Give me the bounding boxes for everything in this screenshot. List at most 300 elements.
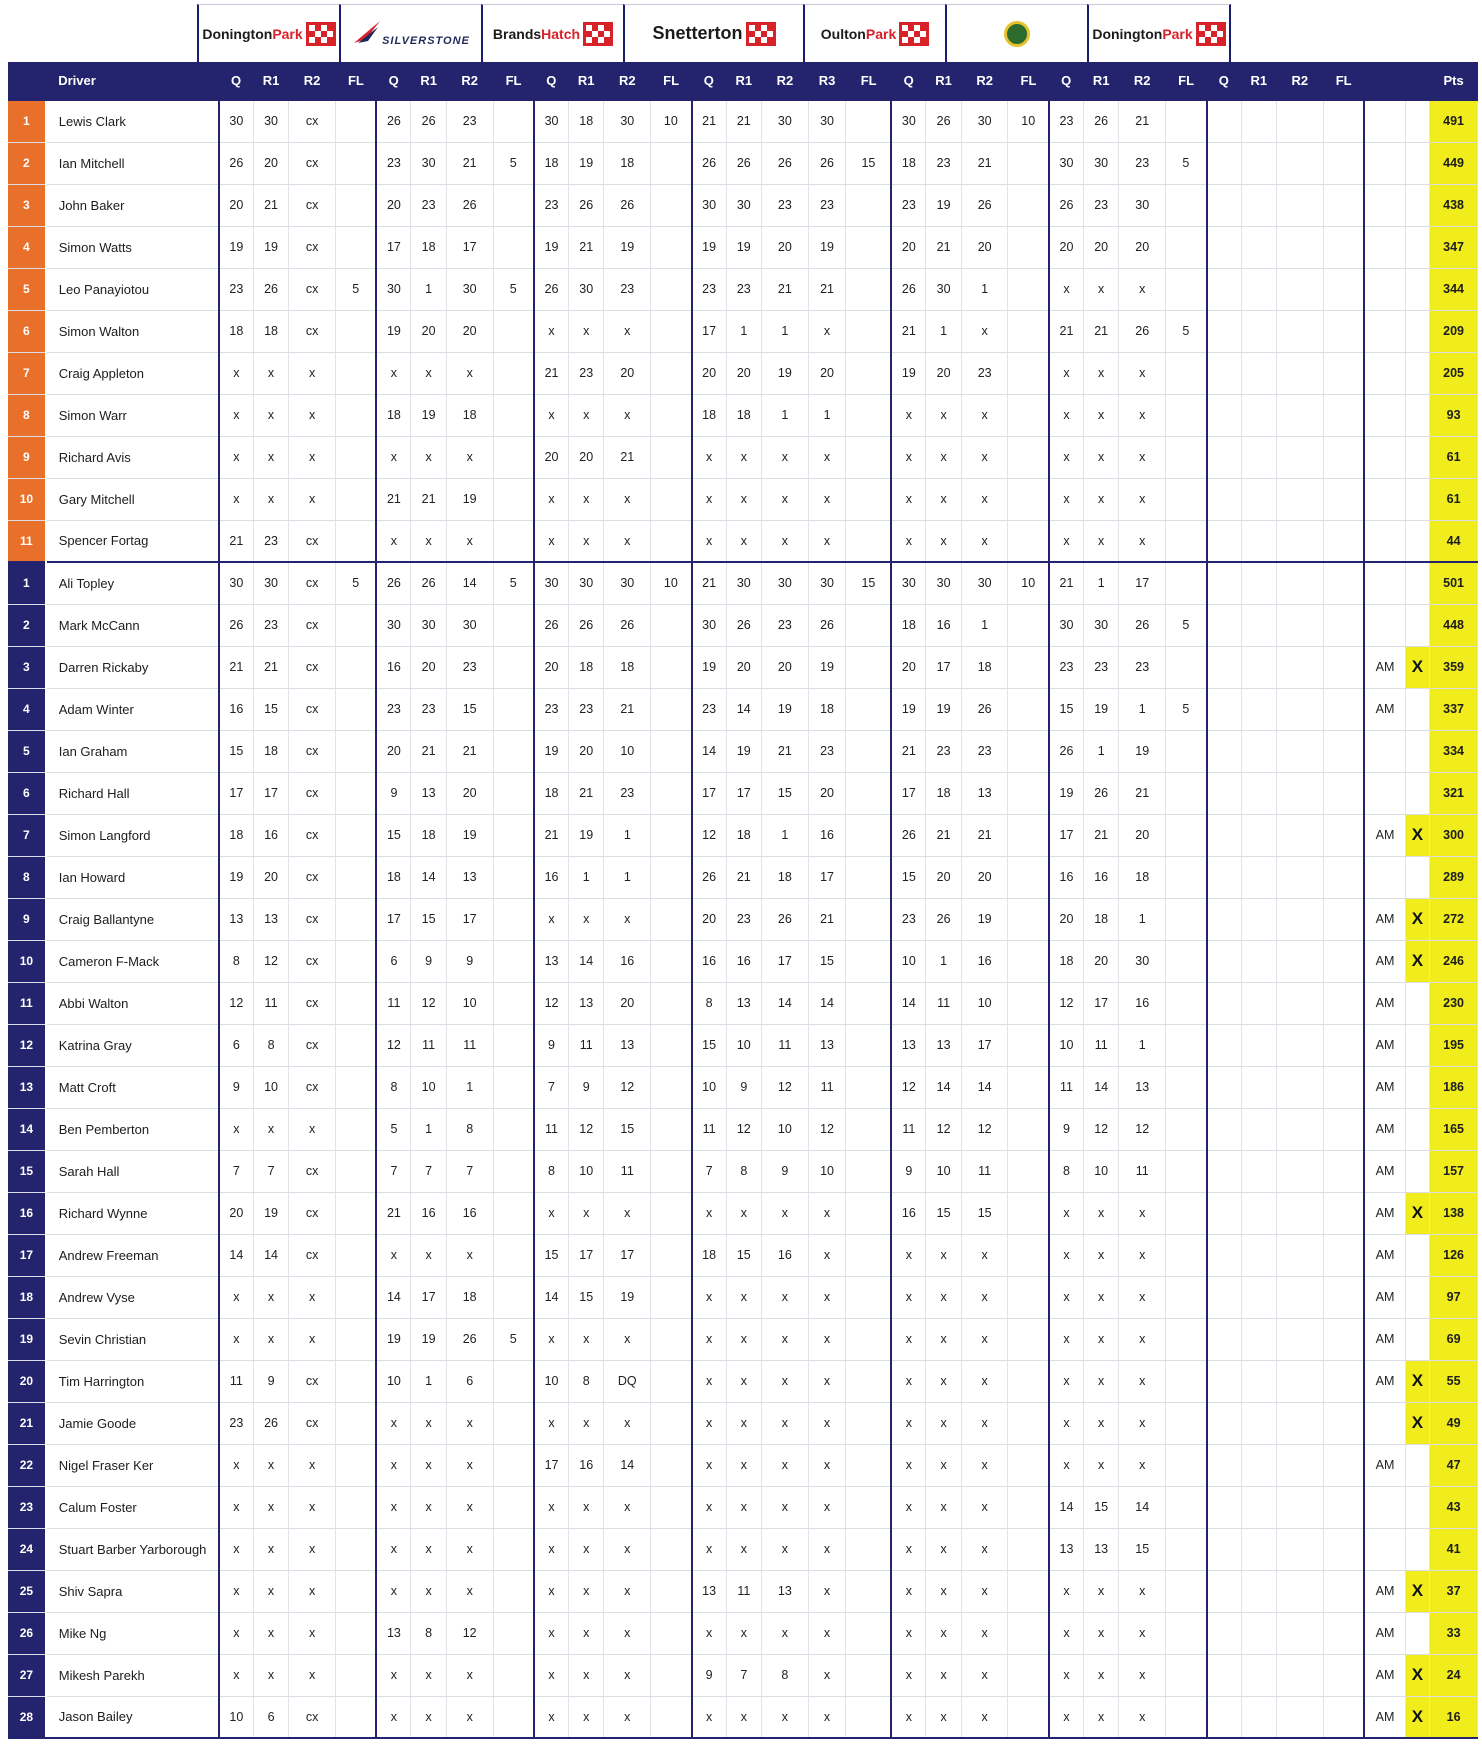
result-cell: 16 [253,814,289,856]
result-cell: 12 [568,1108,604,1150]
driver-name: Simon Watts [46,226,219,268]
result-cell [1008,1654,1049,1696]
result-cell: 26 [961,688,1008,730]
result-cell [846,1486,892,1528]
result-cell: 11 [568,1024,604,1066]
result-cell: x [1119,268,1166,310]
result-cell: 10 [376,1360,410,1402]
result-cell: 20 [692,352,726,394]
result-cell [1166,1612,1207,1654]
result-cell: 26 [219,142,253,184]
result-cell: 23 [762,184,809,226]
result-cell: x [253,1276,289,1318]
result-cell: x [534,1612,568,1654]
result-cell [493,478,534,520]
result-cell: x [411,352,447,394]
class-badge: AM [1364,688,1405,730]
table-row [8,478,1478,520]
x-marker: X [1405,646,1429,688]
session-header: Q [1049,62,1083,100]
result-cell: 23 [961,352,1008,394]
result-cell: x [891,478,925,520]
driver-name: Jamie Goode [46,1402,219,1444]
result-cell: x [961,1276,1008,1318]
result-cell: 30 [1049,142,1083,184]
result-cell: cx [289,898,336,940]
result-cell: x [1119,1192,1166,1234]
result-cell: 30 [376,604,410,646]
result-cell [1277,604,1324,646]
result-cell: x [926,1486,962,1528]
x-marker: X [1405,898,1429,940]
driver-name: Jason Bailey [46,1696,219,1738]
result-cell: 18 [568,646,604,688]
result-cell: x [692,1276,726,1318]
table-row [8,688,1478,730]
result-cell: x [1083,1234,1119,1276]
result-cell [1166,856,1207,898]
result-cell: 19 [808,646,846,688]
venue-logo-2 [339,4,483,62]
result-cell: cx [289,982,336,1024]
result-cell: x [762,520,809,562]
result-cell: x [1083,1360,1119,1402]
result-cell [1277,856,1324,898]
result-cell [1166,394,1207,436]
result-cell [1166,1150,1207,1192]
result-cell: 23 [446,646,493,688]
result-cell: x [219,1276,253,1318]
result-cell: x [1083,1696,1119,1738]
position-badge: 2 [8,142,46,184]
result-cell: cx [289,940,336,982]
points-total: 438 [1430,184,1478,226]
result-cell: x [568,520,604,562]
result-cell [493,394,534,436]
result-cell [1323,478,1364,520]
result-cell: x [446,1402,493,1444]
result-cell: 26 [1083,772,1119,814]
class-badge [1364,394,1405,436]
result-cell [1241,226,1277,268]
x-marker [1405,268,1429,310]
result-cell [1008,226,1049,268]
result-cell [1207,100,1241,142]
result-cell: 11 [726,1570,762,1612]
result-cell [335,310,376,352]
result-cell: x [891,1276,925,1318]
result-cell [1008,1360,1049,1402]
result-cell [1241,478,1277,520]
result-cell [1323,1108,1364,1150]
session-header: R1 [926,62,962,100]
x-marker [1405,688,1429,730]
result-cell: x [926,1654,962,1696]
result-cell: x [891,1570,925,1612]
result-cell [651,1444,692,1486]
result-cell [651,1276,692,1318]
position-badge: 25 [8,1570,46,1612]
result-cell: x [253,1612,289,1654]
flag-header [1405,62,1429,100]
result-cell [1207,1276,1241,1318]
result-cell [493,310,534,352]
result-cell [1241,352,1277,394]
result-cell [1008,1108,1049,1150]
result-cell: 20 [219,184,253,226]
result-cell [651,1066,692,1108]
result-cell: 21 [411,730,447,772]
result-cell: cx [289,310,336,352]
session-header: Q [219,62,253,100]
result-cell: x [726,1318,762,1360]
result-cell: 26 [926,100,962,142]
result-cell: 8 [1049,1150,1083,1192]
result-cell [1323,562,1364,604]
result-cell: 1 [604,856,651,898]
result-cell: x [1083,394,1119,436]
table-row [8,1066,1478,1108]
result-cell: x [1083,268,1119,310]
chequered-flag-icon [746,22,776,46]
result-cell: x [1049,1696,1083,1738]
result-cell: 18 [961,646,1008,688]
result-cell [335,352,376,394]
result-cell: x [1083,1192,1119,1234]
driver-name: Ian Graham [46,730,219,772]
result-cell [1207,646,1241,688]
result-cell: x [534,1528,568,1570]
class-badge [1364,184,1405,226]
result-cell: 20 [253,142,289,184]
result-cell: 18 [253,730,289,772]
position-badge: 10 [8,940,46,982]
result-cell [1008,688,1049,730]
result-cell: 26 [1119,604,1166,646]
result-cell: 18 [726,394,762,436]
result-cell [1207,310,1241,352]
table-row [8,1528,1478,1570]
result-cell: x [961,436,1008,478]
result-cell: x [961,1402,1008,1444]
position-badge: 20 [8,1360,46,1402]
session-header: FL [846,62,892,100]
result-cell [335,478,376,520]
result-cell: 12 [534,982,568,1024]
result-cell [1166,268,1207,310]
result-cell: 21 [762,268,809,310]
result-cell: 1 [926,940,962,982]
result-cell: 10 [1083,1150,1119,1192]
driver-name: John Baker [46,184,219,226]
result-cell: 10 [411,1066,447,1108]
result-cell: 13 [534,940,568,982]
points-total: 138 [1430,1192,1478,1234]
result-cell: 26 [692,856,726,898]
class-badge: AM [1364,940,1405,982]
result-cell [1166,1528,1207,1570]
result-cell: 23 [762,604,809,646]
result-cell: cx [289,520,336,562]
result-cell [651,772,692,814]
points-total: 49 [1430,1402,1478,1444]
result-cell: 14 [376,1276,410,1318]
result-cell: x [568,1528,604,1570]
result-cell [1277,352,1324,394]
result-cell: 20 [534,436,568,478]
result-cell [1166,184,1207,226]
result-cell [335,898,376,940]
result-cell [1241,1150,1277,1192]
result-cell [1207,1570,1241,1612]
class-badge [1364,520,1405,562]
result-cell: 17 [376,898,410,940]
result-cell [335,814,376,856]
result-cell: x [1049,1444,1083,1486]
result-cell: 19 [376,310,410,352]
result-cell: x [961,1234,1008,1276]
result-cell: x [1083,436,1119,478]
result-cell [493,436,534,478]
result-cell [1008,772,1049,814]
result-cell: 17 [961,1024,1008,1066]
chequered-flag-icon [583,22,613,46]
result-cell [1207,772,1241,814]
position-badge: 1 [8,100,46,142]
result-cell: x [926,1360,962,1402]
result-cell: 20 [1049,226,1083,268]
session-header: FL [651,62,692,100]
result-cell [335,940,376,982]
result-cell [651,1486,692,1528]
position-badge: 27 [8,1654,46,1696]
class-badge: AM [1364,1570,1405,1612]
result-cell [335,688,376,730]
result-cell: 18 [926,772,962,814]
result-cell: 30 [376,268,410,310]
result-cell: 8 [219,940,253,982]
result-cell: x [1119,436,1166,478]
result-cell: x [1083,1654,1119,1696]
class-badge: AM [1364,1696,1405,1738]
result-cell: x [253,394,289,436]
x-marker [1405,604,1429,646]
result-cell: x [1119,352,1166,394]
result-cell [1241,1192,1277,1234]
result-cell: x [726,520,762,562]
result-cell: 19 [604,1276,651,1318]
position-badge: 7 [8,352,46,394]
points-total: 41 [1430,1528,1478,1570]
table-row [8,1024,1478,1066]
result-cell [335,1108,376,1150]
result-cell [1207,520,1241,562]
points-total: 501 [1430,562,1478,604]
result-cell: 15 [961,1192,1008,1234]
x-marker [1405,436,1429,478]
result-cell: cx [289,688,336,730]
result-cell [1207,1612,1241,1654]
x-marker: X [1405,1402,1429,1444]
session-header: R2 [604,62,651,100]
result-cell: 10 [651,100,692,142]
result-cell: 18 [253,310,289,352]
result-cell: 1 [1119,688,1166,730]
result-cell [335,1150,376,1192]
result-cell [1277,1612,1324,1654]
venue-logo-5 [803,4,947,62]
result-cell [651,940,692,982]
result-cell: x [891,1444,925,1486]
result-cell [1323,940,1364,982]
result-cell [1277,1024,1324,1066]
result-cell: x [891,436,925,478]
result-cell: x [534,1486,568,1528]
result-cell: 19 [891,352,925,394]
driver-name: Ian Mitchell [46,142,219,184]
result-cell: 1 [1083,562,1119,604]
result-cell: 18 [726,814,762,856]
result-cell: x [1083,1402,1119,1444]
result-cell: 20 [219,1192,253,1234]
result-cell: x [1119,478,1166,520]
position-badge: 8 [8,856,46,898]
result-cell: x [534,1654,568,1696]
result-cell: 30 [1119,184,1166,226]
table-row [8,1108,1478,1150]
result-cell: cx [289,142,336,184]
venue-logo-4 [623,4,805,62]
class-badge [1364,310,1405,352]
result-cell [846,856,892,898]
result-cell [846,310,892,352]
result-cell: x [1083,1444,1119,1486]
x-marker [1405,184,1429,226]
result-cell: cx [289,1192,336,1234]
result-cell [846,1654,892,1696]
points-total: 448 [1430,604,1478,646]
result-cell: x [926,1612,962,1654]
table-row [8,814,1478,856]
result-cell [493,1528,534,1570]
result-cell [846,1024,892,1066]
result-cell [846,898,892,940]
result-cell [1008,142,1049,184]
result-cell: 23 [1083,646,1119,688]
result-cell: 5 [493,562,534,604]
result-cell: 26 [726,604,762,646]
result-cell: 17 [411,1276,447,1318]
result-cell: 1 [961,268,1008,310]
result-cell: x [376,1570,410,1612]
result-cell [1241,142,1277,184]
driver-header: Driver [46,62,219,100]
result-cell: 19 [534,226,568,268]
result-cell: x [808,1234,846,1276]
result-cell: 20 [604,352,651,394]
result-cell [651,982,692,1024]
result-cell: cx [289,1360,336,1402]
result-cell: x [604,1402,651,1444]
result-cell: x [891,394,925,436]
result-cell [1277,478,1324,520]
result-cell [493,1024,534,1066]
class-badge: AM [1364,1066,1405,1108]
result-cell: 23 [253,520,289,562]
points-total: 344 [1430,268,1478,310]
result-cell: x [411,1654,447,1696]
result-cell: 16 [411,1192,447,1234]
result-cell [1277,730,1324,772]
result-cell: 23 [219,268,253,310]
table-row [8,394,1478,436]
table-row [8,1234,1478,1276]
venue-logo-7 [1087,4,1231,62]
result-cell [1277,1360,1324,1402]
result-cell [493,352,534,394]
result-cell: 21 [1083,814,1119,856]
session-header: FL [335,62,376,100]
result-cell: x [289,394,336,436]
result-cell [1241,1570,1277,1612]
result-cell: 20 [808,352,846,394]
result-cell: x [726,1276,762,1318]
table-row [8,604,1478,646]
result-cell [335,1696,376,1738]
class-badge: AM [1364,898,1405,940]
class-badge: AM [1364,1150,1405,1192]
result-cell: x [961,1318,1008,1360]
driver-name: Mikesh Parekh [46,1654,219,1696]
result-cell: x [1049,436,1083,478]
result-cell: x [289,1318,336,1360]
result-cell: 15 [253,688,289,730]
result-cell: x [219,478,253,520]
session-header: R2 [1277,62,1324,100]
result-cell: 13 [726,982,762,1024]
result-cell [846,100,892,142]
result-cell [1166,352,1207,394]
points-total: 272 [1430,898,1478,940]
x-marker [1405,562,1429,604]
result-cell: x [376,1234,410,1276]
result-cell: 8 [692,982,726,1024]
result-cell [1008,940,1049,982]
result-cell: x [289,1444,336,1486]
table-row [8,1444,1478,1486]
result-cell: 1 [411,1360,447,1402]
x-marker [1405,1108,1429,1150]
session-header: Q [891,62,925,100]
result-cell: 12 [726,1108,762,1150]
result-cell: 14 [961,1066,1008,1108]
driver-name: Lewis Clark [46,100,219,142]
points-total: 165 [1430,1108,1478,1150]
result-cell: 15 [726,1234,762,1276]
result-cell: 18 [446,1276,493,1318]
result-cell [1277,1654,1324,1696]
position-badge: 19 [8,1318,46,1360]
result-cell [493,814,534,856]
result-cell [1241,982,1277,1024]
result-cell [651,226,692,268]
result-cell: 17 [534,1444,568,1486]
result-cell: 8 [762,1654,809,1696]
result-cell: 12 [604,1066,651,1108]
class-badge [1364,730,1405,772]
result-cell: 23 [692,688,726,730]
result-cell [651,352,692,394]
